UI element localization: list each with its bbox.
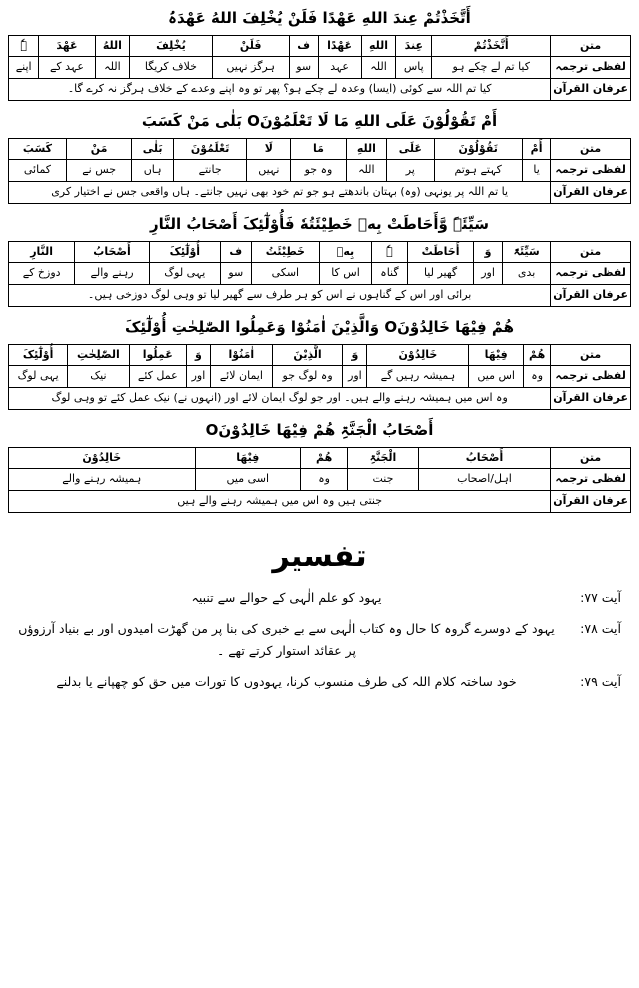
matn-cell: یُخْلِفَ — [130, 35, 212, 57]
lafzi-cell: کہتے ہوتم — [434, 160, 522, 182]
lafzi-cell: ہمیشہ رہنے والے — [9, 469, 196, 491]
row-label-irfan: عرفان القرآن — [551, 491, 631, 513]
row-label-irfan: عرفان القرآن — [551, 285, 631, 307]
lafzi-cell: یہی لوگ — [9, 366, 68, 388]
matn-cell: ہٗ — [371, 241, 407, 263]
note-verse-ref: آیت ۷۸: — [580, 621, 621, 637]
table-row — [9, 469, 631, 491]
row-label-matn: متن — [551, 344, 631, 366]
lafzi-cell: کیا تم لے چکے ہو — [432, 57, 551, 79]
lafzi-cell: گناہ — [371, 263, 407, 285]
notes-table — [14, 584, 625, 699]
matn-cell: عَمِلُوا — [129, 344, 186, 366]
row-label-lafzi: لفظی ترجمہ — [551, 57, 631, 79]
word-table-2 — [8, 138, 631, 205]
tafseer-section-title: تفسیر — [272, 539, 367, 575]
lafzi-cell: وہ لوگ جو — [272, 366, 343, 388]
lafzi-cell: یہی لوگ — [149, 263, 220, 285]
table-row — [9, 241, 631, 263]
ayah-heading-2: أَمْ تَقُوْلُوْنَ عَلَی اللهِ مَا لَا تَعْلَمُوْنَO بَلٰی مَنْ کَسَبَ — [141, 112, 498, 131]
note-text: یہود کو علم الٰہی کے حوالے سے تنبیہ — [191, 590, 382, 606]
lafzi-cell: اللہ — [346, 160, 387, 182]
matn-cell: وَ — [343, 344, 367, 366]
row-label-lafzi: لفظی ترجمہ — [551, 160, 631, 182]
table-row — [9, 160, 631, 182]
verse-table-block-5 — [0, 447, 639, 514]
matn-cell: الصّٰلِحٰتِ — [68, 344, 129, 366]
matn-cell: اٰمَنُوْا — [210, 344, 272, 366]
lafzi-cell: عمل کئے — [129, 366, 186, 388]
matn-cell: أُوْلٰٓئِکَ — [9, 344, 68, 366]
matn-cell: ف — [220, 241, 251, 263]
lafzi-cell: اللہ — [95, 57, 130, 79]
lafzi-cell: ہاں — [132, 160, 174, 182]
row-label-matn: متن — [551, 138, 631, 160]
matn-cell: الْجَنَّۃِ — [348, 447, 418, 469]
matn-cell: وَ — [474, 241, 503, 263]
note-text: خود ساختہ کلام اللہ کی طرف منسوب کرنا، یہودوں کا تورات میں حق کو چھپانے یا بدلنے — [56, 673, 517, 689]
matn-cell: اللهِ — [361, 35, 396, 57]
lafzi-cell: اپنے — [9, 57, 39, 79]
matn-cell: وَ — [186, 344, 210, 366]
matn-cell: خَالِدُوْنَ — [9, 447, 196, 469]
lafzi-cell: اور — [343, 366, 367, 388]
matn-cell: تَقُوْلُوْنَ — [434, 138, 522, 160]
lafzi-cell: اور — [474, 263, 503, 285]
irfan-translation: یا تم اللہ پر یونہی (وہ) بہتان باندھتے ہو جو تم خود بھی نہیں جانتے۔ ہاں واقعی جس نے اختیار کری — [9, 182, 551, 204]
lafzi-cell: اور — [186, 366, 210, 388]
lafzi-cell: وہ — [301, 469, 348, 491]
note-verse-ref: آیت ۷۹: — [580, 673, 621, 689]
lafzi-cell: کمائی — [9, 160, 67, 182]
list-item — [14, 584, 625, 615]
lafzi-cell: وہ جو — [291, 160, 346, 182]
matn-cell: فِیْهَا — [469, 344, 524, 366]
matn-cell: عَلَی — [387, 138, 434, 160]
lafzi-cell: نیک — [68, 366, 129, 388]
matn-cell: بَلٰی — [132, 138, 174, 160]
matn-cell: ہٗ — [9, 35, 39, 57]
word-table-4 — [8, 344, 631, 411]
lafzi-cell: پر — [387, 160, 434, 182]
table-row — [9, 285, 631, 307]
matn-cell: الَّذِیْنَ — [272, 344, 343, 366]
ayah-heading-3: سَیِّئَۃً وَّأَحَاطَتْ بِهٖ خَطِیْئَتُهٗ فَأُوْلٰٓئِکَ أَصْحَابُ النَّارِ — [149, 215, 490, 234]
matn-cell: أَصْحَابُ — [418, 447, 551, 469]
lafzi-cell: نہیں — [247, 160, 291, 182]
lafzi-cell: پاس — [396, 57, 432, 79]
matn-cell: اللهِ — [346, 138, 387, 160]
row-label-lafzi: لفظی ترجمہ — [551, 366, 631, 388]
verse-table-block-1 — [0, 35, 639, 102]
lafzi-cell: اسکی — [251, 263, 319, 285]
note-text: یہود کے دوسرے گروہ کا حال وہ کتاب الٰہی سے بے خبری کی بنا پر من گھڑت امیدوں اور بے بنیاد آرزوؤں پر عقائد استوار کرتے تھے ۔ — [18, 621, 555, 658]
matn-cell: عَهْدًا — [318, 35, 361, 57]
row-label-irfan: عرفان القرآن — [551, 182, 631, 204]
lafzi-cell: جس نے — [66, 160, 131, 182]
table-row — [9, 344, 631, 366]
row-label-matn: متن — [551, 35, 631, 57]
irfan-translation: کیا تم اللہ سے کوئی (ایسا) وعدہ لے چکے ہو؟ پھر تو وہ اپنے وعدے کے خلاف ہرگز نہ کرے گا۔ — [9, 79, 551, 101]
matn-cell: أَمْ — [522, 138, 550, 160]
lafzi-cell: جانتے — [174, 160, 247, 182]
word-table-5 — [8, 447, 631, 514]
ayah-heading-4: هُمْ فِیْهَا خَالِدُوْنَO وَالَّذِیْنَ اٰمَنُوْا وَعَمِلُوا الصّٰلِحٰتِ أُوْلٰٓئِکَ — [124, 318, 515, 337]
lafzi-cell: اس میں — [469, 366, 524, 388]
list-item — [14, 668, 625, 699]
irfan-translation: برائی اور اس کے گناہوں نے اس کو ہر طرف سے گھیر لیا تو وہی لوگ دوزخی ہیں۔ — [9, 285, 551, 307]
lafzi-cell: سو — [289, 57, 318, 79]
table-row — [9, 491, 631, 513]
matn-cell: خَالِدُوْنَ — [367, 344, 469, 366]
matn-cell: لَا — [247, 138, 291, 160]
lafzi-cell: ایمان لائے — [210, 366, 272, 388]
matn-cell: عِندَ — [396, 35, 432, 57]
lafzi-cell: اسی میں — [195, 469, 300, 491]
verse-table-block-3 — [0, 241, 639, 308]
table-row — [9, 447, 631, 469]
matn-cell: هُمْ — [301, 447, 348, 469]
matn-cell: هُمْ — [524, 344, 551, 366]
table-row — [9, 79, 631, 101]
matn-cell: أَصْحَابُ — [75, 241, 149, 263]
lafzi-cell: یا — [522, 160, 550, 182]
row-label-irfan: عرفان القرآن — [551, 388, 631, 410]
matn-cell: أَتَّخَذْتُمْ — [432, 35, 551, 57]
ayah-heading-1: أَتَّخَذْتُمْ عِندَ اللهِ عَهْدًا فَلَنْ یُخْلِفَ اللهُ عَهْدَہُ — [168, 9, 471, 27]
matn-cell: عَهْدَ — [39, 35, 95, 57]
matn-cell: مَا — [291, 138, 346, 160]
row-label-matn: متن — [551, 241, 631, 263]
matn-cell: اللهُ — [95, 35, 130, 57]
lafzi-cell: ہرگز نہیں — [212, 57, 289, 79]
list-item — [14, 615, 625, 668]
table-row — [9, 35, 631, 57]
matn-cell: بِهٖ — [320, 241, 372, 263]
matn-cell: کَسَبَ — [9, 138, 67, 160]
table-row — [9, 263, 631, 285]
row-label-lafzi: لفظی ترجمہ — [551, 469, 631, 491]
matn-cell: مَنْ — [66, 138, 131, 160]
lafzi-cell: اہل/اصحاب — [418, 469, 551, 491]
row-label-matn: متن — [551, 447, 631, 469]
lafzi-cell: بدی — [503, 263, 551, 285]
matn-cell: أَحَاطَتْ — [407, 241, 473, 263]
lafzi-cell: گھیر لیا — [407, 263, 473, 285]
irfan-translation: جنتی ہیں وہ اس میں ہمیشہ رہنے والے ہیں — [9, 491, 551, 513]
row-label-irfan: عرفان القرآن — [551, 79, 631, 101]
matn-cell: فِیْهَا — [195, 447, 300, 469]
matn-cell: تَعْلَمُوْنَ — [174, 138, 247, 160]
word-table-3 — [8, 241, 631, 308]
table-row — [9, 388, 631, 410]
lafzi-cell: دوزخ کے — [9, 263, 75, 285]
lafzi-cell: رہنے والے — [75, 263, 149, 285]
table-row — [9, 182, 631, 204]
note-verse-ref: آیت ۷۷: — [580, 590, 621, 606]
lafzi-cell: اللہ — [361, 57, 396, 79]
table-row — [9, 57, 631, 79]
lafzi-cell: عہد کے — [39, 57, 95, 79]
matn-cell: أُوْلٰٓئِکَ — [149, 241, 220, 263]
lafzi-cell: جنت — [348, 469, 418, 491]
verse-table-block-2 — [0, 138, 639, 205]
table-row — [9, 138, 631, 160]
matn-cell: فَلَنْ — [212, 35, 289, 57]
lafzi-cell: خلاف کریگا — [130, 57, 212, 79]
word-table-1 — [8, 35, 631, 102]
matn-cell: النَّارِ — [9, 241, 75, 263]
matn-cell: ف — [289, 35, 318, 57]
lafzi-cell: سو — [220, 263, 251, 285]
matn-cell: سَیِّئَۃً — [503, 241, 551, 263]
lafzi-cell: عہد — [318, 57, 361, 79]
row-label-lafzi: لفظی ترجمہ — [551, 263, 631, 285]
table-row — [9, 366, 631, 388]
lafzi-cell: اس کا — [320, 263, 372, 285]
matn-cell: خَطِیْئَتُ — [251, 241, 319, 263]
lafzi-cell: ہمیشہ رہیں گے — [367, 366, 469, 388]
irfan-translation: وہ اس میں ہمیشہ رہنے والے ہیں۔ اور جو لوگ ایمان لائے اور (انہوں نے) نیک عمل کئے تو وہی لوگ — [9, 388, 551, 410]
verse-table-block-4 — [0, 344, 639, 411]
ayah-heading-5: أَصْحَابُ الْجَنَّۃِ هُمْ فِیْهَا خَالِدُوْنَO — [205, 421, 434, 440]
lafzi-cell: وہ — [524, 366, 551, 388]
tafseer-notes — [0, 584, 639, 717]
